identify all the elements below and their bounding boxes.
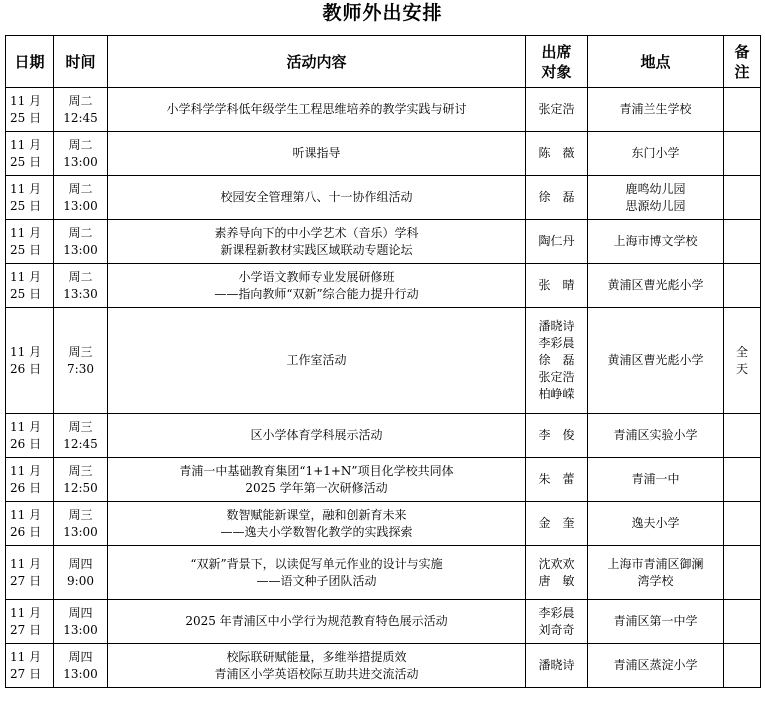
attendee-cell: [526, 414, 588, 458]
date-cell: [6, 88, 54, 132]
table-row: [6, 644, 761, 688]
note-cell: [724, 644, 761, 688]
time-cell: [54, 220, 108, 264]
weekday: 周二: [68, 269, 93, 284]
table-row: [6, 600, 761, 644]
location-cell: [588, 264, 724, 308]
location-line: 青浦区蒸淀小学: [613, 658, 698, 672]
time: 12:45: [63, 436, 98, 451]
time: 12:45: [63, 110, 98, 125]
date-day: 27 日: [10, 573, 42, 588]
time-cell: [54, 264, 108, 308]
attendee-name: 潘晓诗: [538, 319, 575, 333]
activity-line: 工作室活动: [286, 353, 347, 367]
time: 13:00: [63, 524, 98, 539]
attendee-name: 李 俊: [538, 428, 575, 442]
date-day: 26 日: [10, 436, 42, 451]
attendee-name: 李彩晨: [538, 605, 575, 620]
date-day: 27 日: [10, 622, 42, 637]
date-cell: [6, 600, 54, 644]
attendee-name: 徐 磊: [538, 353, 575, 367]
activity-cell: [108, 308, 526, 414]
location-cell: [588, 220, 724, 264]
location-cell: [588, 600, 724, 644]
weekday: 周三: [68, 507, 93, 522]
activity-line: ——逸夫小学数智化教学的实践探索: [220, 524, 413, 539]
attendee-name: 朱 蕾: [538, 472, 575, 486]
weekday: 周四: [68, 556, 93, 571]
activity-line: 2025 年青浦区中小学行为规范教育特色展示活动: [185, 614, 448, 628]
activity-cell: [108, 546, 526, 600]
note-cell: [724, 600, 761, 644]
note-cell: [724, 176, 761, 220]
date-month: 11 月: [10, 137, 42, 152]
schedule-table: [5, 35, 761, 688]
location-line: 鹿鸣幼儿园: [625, 181, 686, 196]
activity-cell: [108, 414, 526, 458]
location-line: 逸夫小学: [631, 516, 680, 530]
activity-line: 校际联研赋能量，多维举措提质效: [226, 649, 407, 664]
location-line: 湾学校: [637, 573, 674, 588]
activity-cell: [108, 88, 526, 132]
location-line: 黄浦区曹光彪小学: [607, 278, 704, 292]
location-line: 青浦一中: [631, 472, 680, 486]
attendee-name: 张 晴: [538, 278, 575, 292]
attendee-name: 唐 敏: [538, 573, 575, 588]
date-month: 11 月: [10, 649, 42, 664]
table-row: [6, 308, 761, 414]
date-cell: [6, 264, 54, 308]
attendee-cell: [526, 644, 588, 688]
table-row: [6, 458, 761, 502]
location-cell: [588, 176, 724, 220]
location-line: 思源幼儿园: [625, 198, 686, 213]
time: 13:00: [63, 198, 98, 213]
date-month: 11 月: [10, 463, 42, 478]
activity-cell: [108, 644, 526, 688]
date-day: 25 日: [10, 286, 42, 301]
date-month: 11 月: [10, 419, 42, 434]
note-char: 天: [735, 361, 748, 376]
attendee-name: 张定浩: [538, 370, 575, 384]
location-cell: [588, 308, 724, 414]
date-month: 11 月: [10, 225, 42, 240]
attendee-name: 陶仁丹: [538, 234, 575, 248]
time-cell: [54, 546, 108, 600]
header-attendee-line1: 出席: [541, 42, 572, 61]
activity-line: 青浦区小学英语校际互助共进交流活动: [214, 666, 419, 681]
time: 7:30: [67, 361, 94, 376]
weekday: 周四: [68, 649, 93, 664]
activity-cell: [108, 600, 526, 644]
date-month: 11 月: [10, 507, 42, 522]
date-cell: [6, 644, 54, 688]
date-day: 25 日: [10, 242, 42, 257]
note-cell: [724, 546, 761, 600]
attendee-cell: [526, 132, 588, 176]
attendee-name: 徐 磊: [538, 190, 575, 204]
activity-cell: [108, 176, 526, 220]
weekday: 周二: [68, 225, 93, 240]
note-cell: [724, 414, 761, 458]
location-line: 青浦区第一中学: [613, 614, 698, 628]
note-cell: [724, 88, 761, 132]
activity-line: 新课程新教材实践区域联动专题论坛: [220, 242, 413, 257]
date-cell: [6, 308, 54, 414]
date-cell: [6, 458, 54, 502]
attendee-name: 沈欢欢: [538, 556, 575, 571]
location-cell: [588, 546, 724, 600]
attendee-cell: [526, 264, 588, 308]
date-cell: [6, 546, 54, 600]
activity-line: ——指向教师“双新”综合能力提升行动: [214, 286, 419, 301]
weekday: 周二: [68, 181, 93, 196]
date-day: 26 日: [10, 480, 42, 495]
time: 9:00: [67, 573, 94, 588]
location-line: 东门小学: [631, 146, 680, 160]
date-day: 27 日: [10, 666, 42, 681]
time: 13:00: [63, 666, 98, 681]
location-line: 青浦区实验小学: [613, 428, 698, 442]
time-cell: [54, 132, 108, 176]
date-month: 11 月: [10, 269, 42, 284]
attendee-cell: [526, 600, 588, 644]
note-cell: [724, 458, 761, 502]
date-cell: [6, 220, 54, 264]
table-row: [6, 220, 761, 264]
table-row: [6, 264, 761, 308]
note-cell: [724, 308, 761, 414]
table-row: [6, 176, 761, 220]
time-cell: [54, 644, 108, 688]
activity-cell: [108, 458, 526, 502]
weekday: 周四: [68, 605, 93, 620]
time-cell: [54, 458, 108, 502]
activity-line: 区小学体育学科展示活动: [250, 428, 383, 442]
note-cell: [724, 502, 761, 546]
activity-line: 校园安全管理第八、十一协作组活动: [220, 190, 413, 204]
time: 13:00: [63, 154, 98, 169]
date-cell: [6, 132, 54, 176]
weekday: 周二: [68, 137, 93, 152]
attendee-name: 金 奎: [538, 516, 575, 530]
time-cell: [54, 502, 108, 546]
attendee-cell: [526, 220, 588, 264]
note-cell: [724, 264, 761, 308]
location-cell: [588, 88, 724, 132]
time: 13:00: [63, 622, 98, 637]
time-cell: [54, 600, 108, 644]
activity-line: 2025 学年第一次研修活动: [245, 480, 388, 495]
activity-line: “双新”背景下，以读促写单元作业的设计与实施: [190, 556, 443, 571]
attendee-cell: [526, 308, 588, 414]
header-note-line2: 注: [734, 62, 750, 81]
table-row: [6, 414, 761, 458]
attendee-name: 张定浩: [538, 102, 575, 116]
location-line: 青浦兰生学校: [619, 102, 692, 116]
activity-cell: [108, 220, 526, 264]
time-cell: [54, 88, 108, 132]
header-location: 地点: [588, 36, 724, 88]
weekday: 周二: [68, 93, 93, 108]
attendee-name: 陈 薇: [538, 146, 575, 160]
note-cell: [724, 220, 761, 264]
attendee-cell: [526, 176, 588, 220]
date-month: 11 月: [10, 93, 42, 108]
activity-line: 小学语文教师专业发展研修班: [238, 269, 395, 284]
time-cell: [54, 176, 108, 220]
date-day: 26 日: [10, 524, 42, 539]
attendee-name: 潘晓诗: [538, 658, 575, 672]
date-month: 11 月: [10, 181, 42, 196]
activity-cell: [108, 264, 526, 308]
location-cell: [588, 132, 724, 176]
schedule-body: [6, 88, 761, 688]
table-row: [6, 132, 761, 176]
attendee-name: 李彩晨: [538, 336, 575, 350]
time-cell: [54, 308, 108, 414]
location-line: 上海市博文学校: [613, 234, 698, 248]
activity-line: 小学科学学科低年级学生工程思维培养的教学实践与研讨: [166, 102, 467, 116]
time: 12:50: [63, 480, 98, 495]
date-day: 26 日: [10, 361, 42, 376]
table-row: [6, 502, 761, 546]
table-row: [6, 88, 761, 132]
note-cell: [724, 132, 761, 176]
weekday: 周三: [68, 419, 93, 434]
date-day: 25 日: [10, 154, 42, 169]
header-attendee: [526, 36, 588, 88]
attendee-cell: [526, 546, 588, 600]
attendee-cell: [526, 88, 588, 132]
activity-line: 数智赋能新课堂，融和创新育未来: [226, 507, 407, 522]
date-month: 11 月: [10, 605, 42, 620]
header-attendee-line2: 对象: [541, 62, 572, 81]
date-day: 25 日: [10, 110, 42, 125]
location-cell: [588, 502, 724, 546]
activity-line: 听课指导: [292, 146, 341, 160]
attendee-cell: [526, 502, 588, 546]
attendee-cell: [526, 458, 588, 502]
activity-line: 青浦一中基础教育集团“1+1+N”项目化学校共同体: [179, 463, 454, 478]
date-cell: [6, 414, 54, 458]
header-time: 时间: [54, 36, 108, 88]
date-cell: [6, 176, 54, 220]
activity-cell: [108, 502, 526, 546]
location-cell: [588, 414, 724, 458]
date-month: 11 月: [10, 556, 42, 571]
time: 13:00: [63, 242, 98, 257]
location-line: 上海市青浦区御澜: [607, 556, 704, 571]
header-date: 日期: [6, 36, 54, 88]
header-note-line1: 备: [734, 42, 750, 61]
date-month: 11 月: [10, 344, 42, 359]
activity-line: 素养导向下的中小学艺术（音乐）学科: [214, 225, 419, 240]
location-line: 黄浦区曹光彪小学: [607, 353, 704, 367]
location-cell: [588, 458, 724, 502]
attendee-name: 柏峥嵘: [538, 387, 575, 401]
header-row: [6, 36, 761, 88]
weekday: 周三: [68, 463, 93, 478]
time-cell: [54, 414, 108, 458]
attendee-name: 刘奇奇: [538, 622, 575, 637]
header-activity: 活动内容: [108, 36, 526, 88]
table-row: [6, 546, 761, 600]
weekday: 周三: [68, 344, 93, 359]
date-day: 25 日: [10, 198, 42, 213]
date-cell: [6, 502, 54, 546]
time: 13:30: [63, 286, 98, 301]
header-note: [724, 36, 761, 88]
note-char: 全: [735, 344, 748, 359]
activity-cell: [108, 132, 526, 176]
activity-line: ——语文种子团队活动: [256, 573, 377, 588]
page-title: 教师外出安排: [322, 2, 443, 24]
location-cell: [588, 644, 724, 688]
